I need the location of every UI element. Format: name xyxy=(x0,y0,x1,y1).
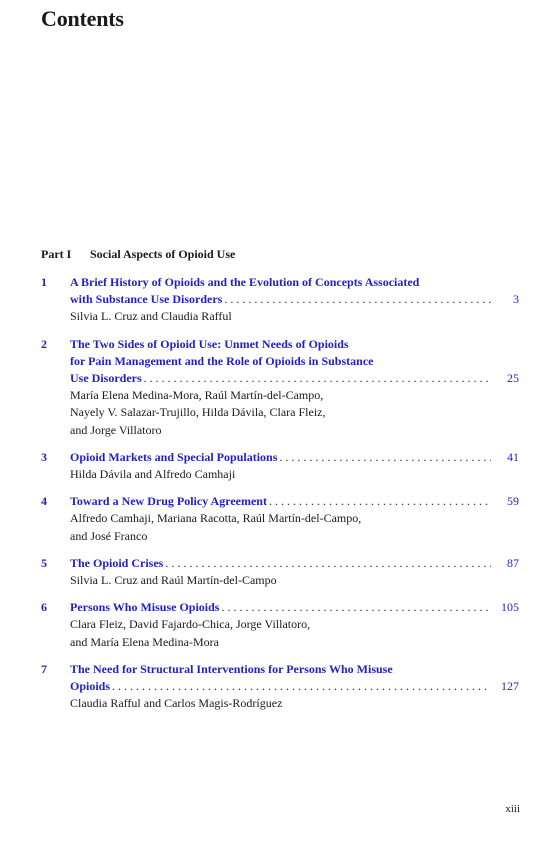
chapter-title-row xyxy=(70,493,519,510)
dot-leader xyxy=(279,449,491,466)
chapter-title-row xyxy=(70,370,519,387)
dot-leader xyxy=(112,678,489,695)
page-link[interactable]: 127 xyxy=(501,679,519,694)
chapter-title-row xyxy=(70,599,519,616)
chapter-title-link[interactable]: Persons Who Misuse Opioids xyxy=(70,600,220,615)
toc-entry[interactable] xyxy=(41,449,519,483)
chapter-authors: Nayely V. Salazar-Trujillo, Hilda Dávila, Clara Fleiz, xyxy=(70,405,326,420)
toc-entry[interactable] xyxy=(41,555,519,589)
chapter-authors: and María Elena Medina-Mora xyxy=(70,634,219,649)
chapter-title-link[interactable]: Toward a New Drug Policy Agreement xyxy=(70,494,267,509)
toc-entry[interactable] xyxy=(41,661,519,713)
chapter-number: 1 xyxy=(41,275,47,289)
dot-leader xyxy=(269,493,491,510)
chapter-title-row xyxy=(70,291,519,308)
chapter-title-link[interactable]: A Brief History of Opioids and the Evolution of Concepts Associated xyxy=(70,275,420,289)
chapter-authors: María Elena Medina-Mora, Raúl Martín-del-Campo, xyxy=(70,388,324,403)
chapter-title-link[interactable]: Opioids xyxy=(70,679,111,694)
chapter-title-row xyxy=(70,555,519,572)
page-link[interactable]: 59 xyxy=(507,494,519,509)
chapter-authors: and José Franco xyxy=(70,528,148,543)
page-title: Contents xyxy=(41,6,124,31)
dot-leader xyxy=(165,555,491,572)
chapter-title-link[interactable]: with Substance Use Disorders xyxy=(70,292,223,307)
chapter-title-link[interactable]: The Opioid Crises xyxy=(70,555,164,570)
dot-leader xyxy=(221,599,489,616)
chapter-number: 5 xyxy=(41,555,47,570)
chapter-title-link[interactable]: Opioid Markets and Special Populations xyxy=(70,449,278,464)
table-of-contents xyxy=(41,274,519,722)
dot-leader xyxy=(144,370,491,387)
chapter-number: 7 xyxy=(41,661,47,676)
chapter-title-row xyxy=(70,678,519,695)
chapter-title-link[interactable]: Use Disorders xyxy=(70,371,142,386)
chapter-authors: Hilda Dávila and Alfredo Camhaji xyxy=(70,467,236,482)
chapter-number: 6 xyxy=(41,600,47,615)
toc-entry[interactable] xyxy=(41,274,519,326)
chapter-title-row xyxy=(70,449,519,466)
part-heading xyxy=(41,247,235,262)
page-link[interactable]: 3 xyxy=(513,292,519,307)
toc-entry[interactable] xyxy=(41,336,519,439)
toc-entry[interactable] xyxy=(41,599,519,651)
chapter-authors: and Jorge Villatoro xyxy=(70,422,162,437)
dot-leader xyxy=(224,291,491,308)
chapter-title-link[interactable]: The Two Sides of Opioid Use: Unmet Needs of Opioids xyxy=(70,336,349,351)
chapter-title-link[interactable]: The Need for Structural Interventions for Persons Who Misuse xyxy=(70,661,393,676)
page-link[interactable]: 25 xyxy=(507,371,519,386)
chapter-authors: Alfredo Camhaji, Mariana Racotta, Raúl Martín-del-Campo, xyxy=(70,511,362,526)
chapter-authors: Claudia Rafful and Carlos Magis-Rodríguez xyxy=(70,696,283,711)
chapter-authors: Silvia L. Cruz and Claudia Rafful xyxy=(70,309,232,324)
page-link[interactable]: 41 xyxy=(507,449,519,464)
page-number: xiii xyxy=(505,803,520,815)
page-link[interactable]: 105 xyxy=(501,600,519,615)
page-link[interactable]: 87 xyxy=(507,555,519,570)
chapter-number: 2 xyxy=(41,336,47,351)
toc-entry[interactable] xyxy=(41,493,519,545)
part-title: Social Aspects of Opioid Use xyxy=(90,247,236,261)
chapter-authors: Clara Fleiz, David Fajardo-Chica, Jorge Villatoro, xyxy=(70,617,311,632)
part-number: Part I xyxy=(41,247,72,261)
chapter-number: 4 xyxy=(41,494,47,509)
chapter-title-link[interactable]: for Pain Management and the Role of Opioids in Substance xyxy=(70,353,374,368)
chapter-number: 3 xyxy=(41,449,47,464)
chapter-authors: Silvia L. Cruz and Raúl Martín-del-Campo xyxy=(70,573,277,588)
